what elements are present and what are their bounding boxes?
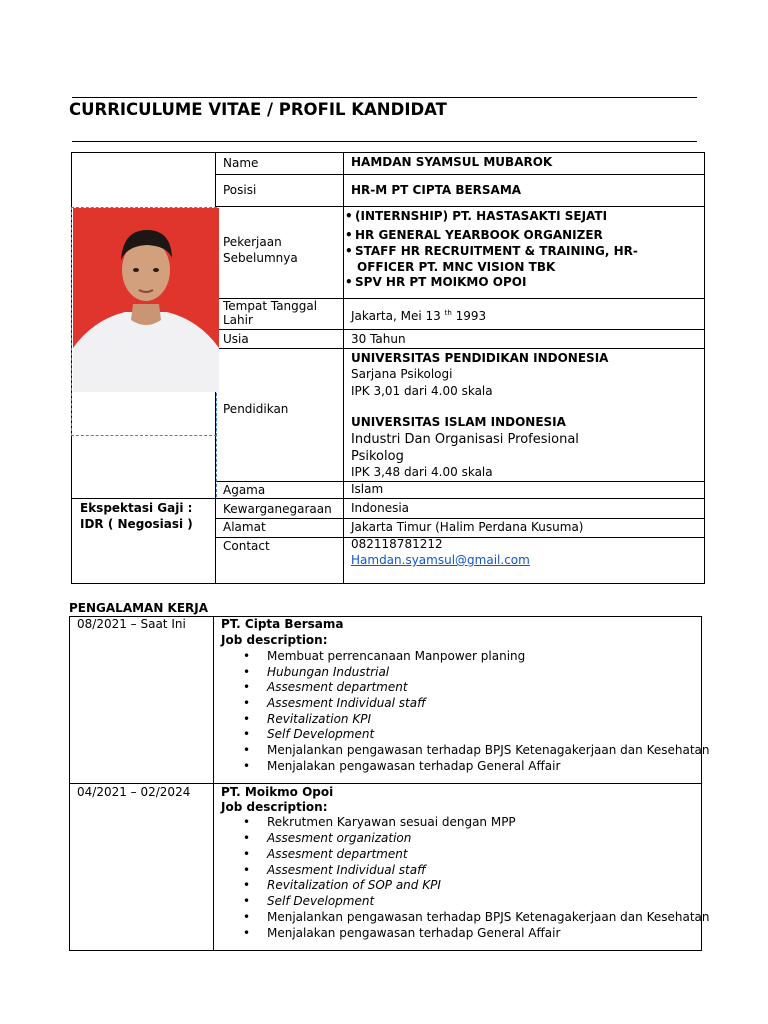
row-line	[215, 348, 705, 349]
candidate-photo	[73, 208, 219, 392]
citizenship-label: Kewarganegaraan	[223, 502, 332, 516]
position-label: Posisi	[223, 183, 257, 197]
job2-period: 04/2021 – 02/2024	[77, 785, 191, 799]
contact-label: Contact	[223, 539, 270, 553]
address-label: Alamat	[223, 520, 266, 534]
birth-label-line1: Tempat Tanggal	[223, 299, 318, 313]
bullet-icon: •	[243, 680, 251, 694]
bullet-icon: •	[243, 696, 251, 710]
prev-jobs-label-line1: Pekerjaan	[223, 235, 282, 249]
bullet-icon: •	[243, 727, 251, 741]
job2-item: Self Development	[267, 894, 375, 908]
bullet-icon: •	[243, 910, 251, 924]
bullet-icon: •	[243, 665, 251, 679]
birth-value: Jakarta, Mei 13 $^{th}$ 1993	[351, 309, 487, 323]
bullet-icon: •	[243, 831, 251, 845]
birth-label	[223, 299, 317, 327]
job1-item: Menjalakan pengawasan terhadap General Affair	[267, 759, 561, 773]
bullet-icon: •	[243, 815, 251, 829]
edu1-gpa: IPK 3,01 dari 4.00 skala	[351, 384, 493, 398]
job1-item: Membuat perrencanaan Manpower planing	[267, 649, 526, 663]
job1-item: Menjalankan pengawasan terhadap BPJS Ketenagakerjaan dan Kesehatan	[267, 743, 710, 757]
profile-col-divider-2	[343, 152, 344, 584]
title-underline	[72, 141, 697, 142]
job1-item: Revitalization KPI	[267, 712, 371, 726]
bullet-icon: •	[345, 228, 353, 242]
job1-item: Assesment Individual staff	[267, 696, 426, 710]
row-line	[215, 206, 705, 207]
prev-job-item-continued: OFFICER PT. MNC VISION TBK	[357, 260, 556, 274]
job2-item: Assesment department	[267, 847, 408, 861]
job2-item: Menjalankan pengawasan terhadap BPJS Ketenagakerjaan dan Kesehatan	[267, 910, 710, 924]
edu1-major: Sarjana Psikologi	[351, 367, 453, 381]
prev-job-item: • SPV HR PT MOIKMO OPOI	[345, 275, 527, 289]
bullet-icon: •	[243, 894, 251, 908]
phone-value: 082118781212	[351, 537, 443, 551]
page-title: CURRICULUME VITAE / PROFIL KANDIDAT	[69, 100, 447, 119]
job2-item: Assesment Individual staff	[267, 863, 426, 877]
job2-item: Menjalakan pengawasan terhadap General Affair	[267, 926, 561, 940]
job2-item: Assesment organization	[267, 831, 412, 845]
bullet-icon: •	[345, 275, 353, 289]
prev-jobs-label	[223, 235, 298, 265]
age-value: 30 Tahun	[351, 332, 406, 346]
edu1-school: UNIVERSITAS PENDIDIKAN INDONESIA	[351, 351, 609, 365]
edu2-school: UNIVERSITAS ISLAM INDONESIA	[351, 415, 566, 429]
email-link-text[interactable]: Hamdan.syamsul@gmail.com	[351, 553, 530, 567]
bullet-icon: •	[345, 244, 353, 258]
experience-row-line	[69, 783, 702, 784]
row-line	[215, 537, 705, 538]
row-line	[215, 329, 705, 330]
education-label: Pendidikan	[223, 402, 289, 416]
bullet-icon: •	[243, 712, 251, 726]
edu2-major-line2: Psikolog	[351, 449, 404, 464]
bullet-icon: •	[243, 926, 251, 940]
edu2-major-line1: Industri Dan Organisasi Profesional	[351, 432, 579, 447]
row-line	[215, 518, 705, 519]
salary-expectation	[80, 500, 193, 532]
salary-label: Ekspektasi Gaji :	[80, 501, 193, 515]
prev-jobs-label-line2: Sebelumnya	[223, 251, 298, 265]
job2-item: Rekrutmen Karyawan sesuai dengan MPP	[267, 815, 516, 829]
edu2-gpa: IPK 3,48 dari 4.00 skala	[351, 465, 493, 479]
job2-company: PT. Moikmo Opoi	[221, 785, 334, 799]
experience-heading: PENGALAMAN KERJA	[69, 601, 209, 615]
row-line	[71, 498, 705, 499]
citizenship-value: Indonesia	[351, 501, 410, 515]
address-value: Jakarta Timur (Halim Perdana Kusuma)	[351, 520, 584, 534]
job2-desc-label: Job description:	[221, 800, 328, 814]
bullet-icon: •	[243, 743, 251, 757]
job1-company: PT. Cipta Bersama	[221, 617, 344, 631]
bullet-icon: •	[243, 759, 251, 773]
prev-job-item: • HR GENERAL YEARBOOK ORGANIZER	[345, 228, 603, 242]
job2-item: Revitalization of SOP and KPI	[267, 878, 441, 892]
email-link[interactable]	[351, 553, 530, 568]
top-rule	[72, 97, 697, 98]
job1-period: 08/2021 – Saat Ini	[77, 617, 186, 631]
religion-label: Agama	[223, 483, 266, 497]
job1-item: Hubungan Industrial	[267, 665, 390, 679]
bullet-icon: •	[243, 649, 251, 663]
age-label: Usia	[223, 332, 249, 346]
bullet-icon: •	[243, 847, 251, 861]
bullet-icon: •	[345, 209, 353, 223]
row-line	[215, 174, 705, 175]
religion-value: Islam	[351, 482, 384, 496]
bullet-icon: •	[243, 878, 251, 892]
prev-job-item: • (INTERNSHIP) PT. HASTASAKTI SEJATI	[345, 209, 608, 223]
birth-label-line2: Lahir	[223, 313, 253, 327]
prev-job-item: • STAFF HR RECRUITMENT & TRAINING, HR-	[345, 244, 638, 258]
position-value: HR-M PT CIPTA BERSAMA	[351, 183, 522, 197]
bullet-icon: •	[243, 863, 251, 877]
name-label: Name	[223, 156, 259, 170]
job1-item: Assesment department	[267, 680, 408, 694]
row-line	[215, 481, 705, 482]
salary-value: IDR ( Negosiasi )	[80, 517, 193, 531]
name-value: HAMDAN SYAMSUL MUBAROK	[351, 155, 553, 169]
job1-desc-label: Job description:	[221, 633, 328, 647]
job1-item: Self Development	[267, 727, 375, 741]
